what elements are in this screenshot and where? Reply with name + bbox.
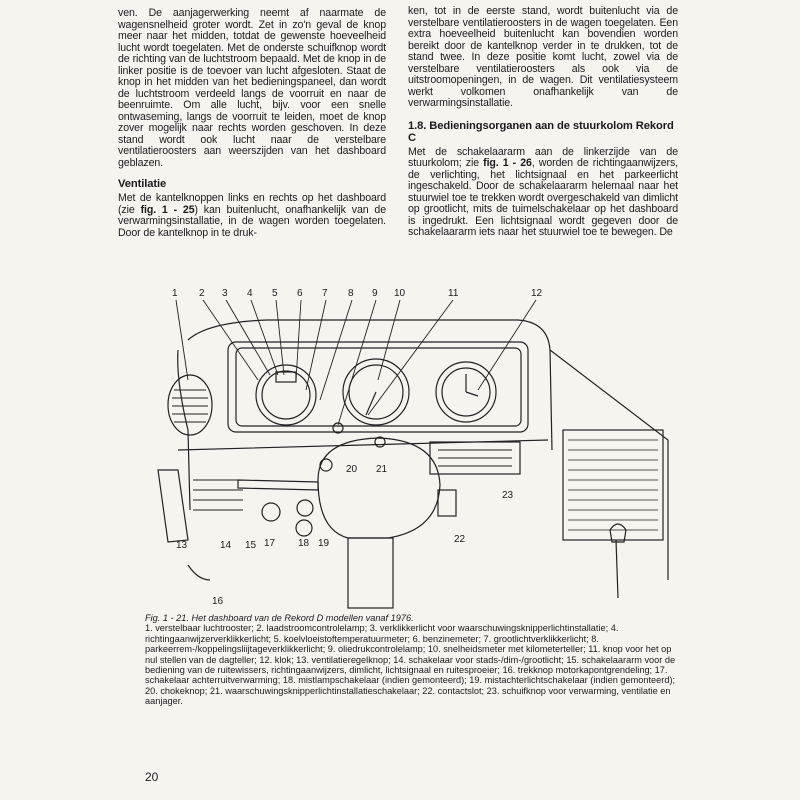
right-paragraph-2 [408, 147, 678, 239]
callout-2: 2 [199, 288, 205, 299]
callout-15: 15 [245, 540, 257, 551]
steering-column [348, 538, 393, 608]
ventilatie-heading: Ventilatie [118, 178, 167, 190]
callout-22: 22 [454, 534, 466, 545]
fig-ref-1-25: fig. 1 - 25 [140, 203, 195, 216]
callout-14: 14 [220, 540, 232, 551]
callout-19: 19 [318, 538, 330, 549]
callout-7: 7 [322, 288, 328, 299]
left-paragraph-2 [118, 193, 386, 239]
choke-knob [320, 459, 332, 471]
steering-wheel [318, 438, 440, 538]
radio-grille [563, 430, 663, 540]
fog-lamp-switch [297, 500, 313, 516]
figure-caption [145, 613, 685, 707]
callout-18: 18 [298, 538, 310, 549]
callout-11: 11 [448, 288, 459, 299]
rear-window-heater-switch [262, 503, 280, 521]
callout-4: 4 [247, 288, 253, 299]
bonnet-release [188, 565, 210, 580]
callout-10: 10 [394, 288, 406, 299]
figure-caption-text: 1. verstelbaar luchtrooster; 2. laadstroomcontrolelamp; 3. verklikkerlicht voor waarschuwingsknipperlichtinstallatie; 4. richtingaanwijzerverklikkerlicht; 5. koelvloeistoftemperatuurmeter; 6. benzinemeter; 7. grootlichtverklikkerlicht; 8. parkeerrem-/koppelingsliijtageverklikkerlicht; 9. oliedrukcontrolelamp; 10. snelheidsmeter met kilometerteller; 11. knop voor het op nul stellen van de dagteller; 12. klok; 13. ventilatieregelknop; 14. schakelaar voor stads-/dim-/grootlicht; 15. schakelaararm voor de bediening van de ruitewissers, richtingaanwijzers, dimlicht, lichtsignaal en ruitesproeier; 16. trekknop motorkapontgrendeling; 17. schakelaar achterruitverwarming; 18. mistlampschakelaar (indien gemonteerd); 19. mistachterlichtschakelaar (indien gemonteerd); 20. chokeknop; 21. waarschuwingsknipperlichtinstallatieschakelaar; 22. contactslot; 23. schuifknop voor verwarming, ventilatie en aanjager. [145, 623, 676, 707]
left-paragraph-1: ven. De aanjagerwerking neemt af naarmate de wagensnelheid groter wordt. Zet in zo'n geval de knop meer naar het midden, totdat de gewenste hoeveelheid lucht wordt toegelaten. Met de onderste schuifknop wordt de richting van de luchtstroom bepaald. Met de knop in de linker positie is de toevoer van lucht afgesloten. Staat de knop in het midden van het bedieningspaneel, dan wordt de luchtstroom verdeeld langs de voorruit en naar de beenruimte. Om alle lucht, bijv. voor een snelle ontwaseming, langs de voorruit te leiden, moet de knop zover mogelijk naar rechts worden geschoven. In deze stand wordt ook lucht naar de verstelbare ventilatieroosters aan weerszijden van het dashboard geblazen. [118, 7, 386, 169]
callout-6: 6 [297, 288, 303, 299]
callout-20: 20 [346, 464, 358, 475]
left-column [118, 8, 386, 239]
callout-5: 5 [272, 288, 278, 299]
callout-23: 23 [502, 490, 514, 501]
callout-9: 9 [372, 288, 378, 299]
right-paragraph-2-start: Met de schakelaararm aan de linkerzijde van de stuurkolom; zie [408, 145, 678, 169]
section-heading-1-8: 1.8. Bedieningsorganen aan de stuurkolom Rekord C [408, 119, 674, 144]
callout-13: 13 [176, 540, 188, 551]
right-paragraph-2-end: , worden de richtingaanwijzers, de verlichting, het lichtsignaal en het parkeerlicht ingeschakeld. Door de schakelaararm helemaal naar het stuurwiel toe te trekken wordt overgeschakeld van dimlicht op grootlicht, mits de tuimelschakelaar op het dashboard is ingedrukt. Een lichtsignaal wordt gegeven door de schakelaararm iets naar het stuurwiel toe te bewegen. De [408, 157, 679, 238]
dashboard-illustration [148, 280, 688, 610]
callout-3: 3 [222, 288, 228, 299]
left-air-vent [168, 375, 212, 435]
switch-stalk [238, 480, 318, 490]
left-paragraph-2-start: Met de kantelknoppen links en rechts op het dashboard (zie [118, 192, 386, 216]
callout-16: 16 [212, 596, 224, 607]
page-number: 20 [145, 770, 159, 784]
dashboard-shroud [188, 320, 552, 450]
right-paragraph-1: ken, tot in de eerste stand, wordt buitenlucht via de verstelbare ventilatieroosters in de wagen toegelaten. Een extra hoeveelheid buitenlucht kan bovendien worden bereikt door de kantelknop verder in te drukken, tot de stand twee. In deze positie komt lucht, zowel via de verstelbare ventilatieroosters als ook via de uitstroomopeningen, in de wagen. Dit ventilatiesysteem werkt volkomen onafhankelijk van de verwarmingsinstallatie. [408, 5, 678, 109]
callout-1: 1 [172, 288, 178, 299]
callout-12: 12 [531, 288, 543, 299]
rear-fog-switch [296, 520, 312, 536]
callout-8: 8 [348, 288, 354, 299]
left-paragraph-2-end: ) kan buitenlucht, onafhankelijk van de verwarmingsinstallatie, in de wagen worden toegelaten. Door de kantelknop in te druk- [118, 203, 386, 239]
fig-ref-1-26: fig. 1 - 26 [483, 157, 532, 169]
ignition-lock [438, 490, 456, 516]
gear-lever [610, 524, 626, 598]
figure-caption-title: Fig. 1 - 21. Het dashboard van de Rekord D modellen vanaf 1976. [145, 613, 414, 623]
callout-21: 21 [376, 464, 388, 475]
right-column [408, 6, 678, 239]
temp-fuel-gauge [256, 365, 316, 425]
callout-17: 17 [264, 538, 276, 549]
